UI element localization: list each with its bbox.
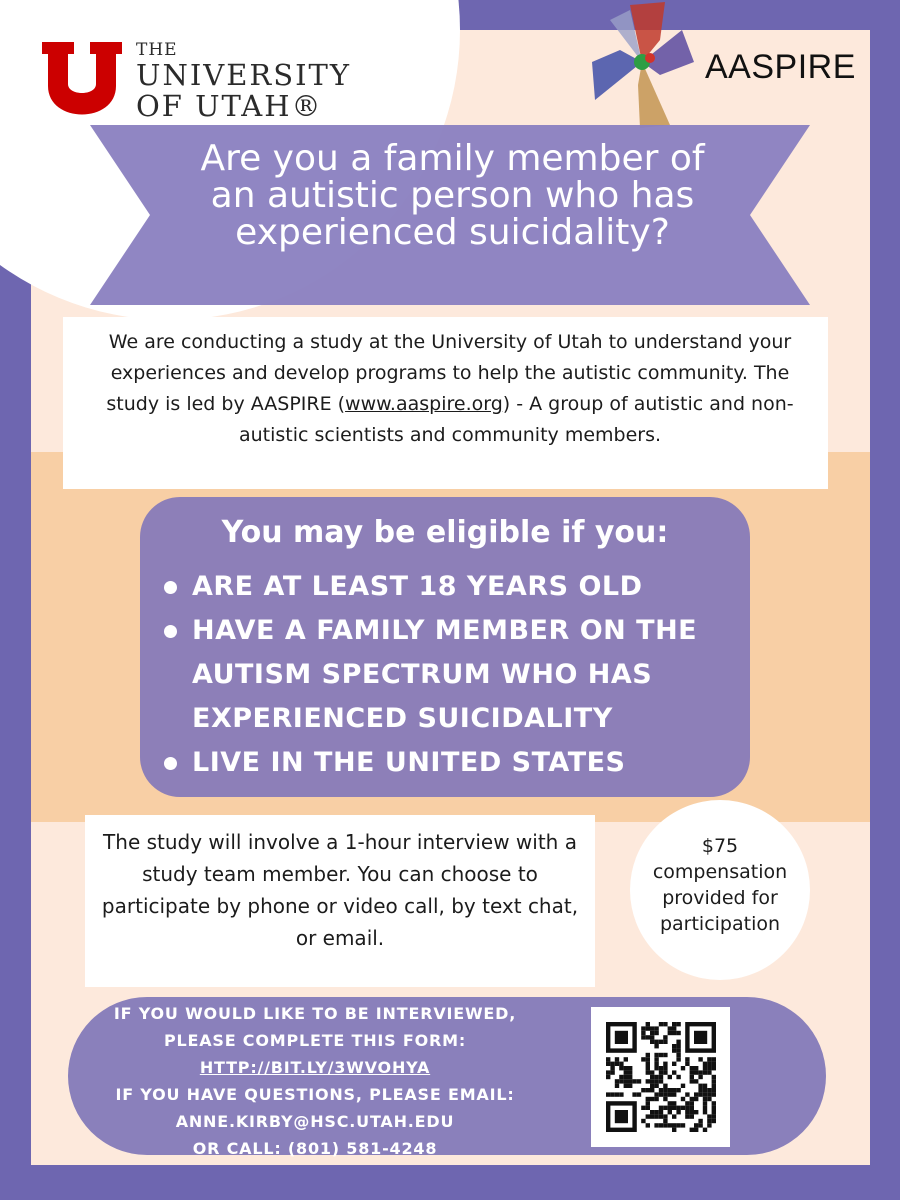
cta-line-phone[interactable]: OR CALL: (801) 581-4248 bbox=[192, 1139, 438, 1158]
bullet-icon bbox=[164, 757, 177, 770]
eligibility-item: ARE AT LEAST 18 YEARS OLD bbox=[160, 565, 745, 609]
university-of-utah-u-icon bbox=[40, 40, 124, 120]
aaspire-logo bbox=[590, 0, 870, 130]
eligibility-title: You may be eligible if you: bbox=[221, 515, 669, 550]
form-link[interactable]: HTTP://BIT.LY/3WVOHYA bbox=[199, 1058, 431, 1077]
eligibility-list bbox=[160, 565, 745, 785]
headline-question: Are you a family member of an autistic person who has experienced suicidality? bbox=[200, 138, 705, 253]
cta-line-email[interactable]: IF YOU HAVE QUESTIONS, PLEASE EMAIL: ANNE.KIRBY@HSC.UTAH.EDU bbox=[115, 1085, 515, 1131]
compensation-description: compensation provided for participation bbox=[652, 861, 788, 935]
uofu-line-of-utah: OF UTAH® bbox=[136, 89, 323, 123]
study-description: The study will involve a 1-hour interview with a study team member. You can choose to participate by phone or video call, by text chat, or email. bbox=[101, 830, 579, 950]
university-of-utah-logo bbox=[40, 40, 352, 123]
intro-paragraph bbox=[95, 327, 805, 451]
eligibility-item: LIVE IN THE UNITED STATES bbox=[160, 741, 745, 785]
intro-text-after: ) - A group of autistic and non-autistic scientists and community members. bbox=[238, 393, 794, 446]
bullet-icon bbox=[164, 625, 177, 638]
contact-text bbox=[95, 1000, 535, 1162]
aaspire-website-link[interactable]: www.aaspire.org bbox=[345, 393, 503, 415]
compensation-amount: $75 bbox=[701, 835, 739, 857]
cta-line-form: IF YOU WOULD LIKE TO BE INTERVIEWED, PLEASE COMPLETE THIS FORM: HTTP://BIT.LY/3WVOHYA bbox=[113, 1004, 517, 1077]
intro-text-before: We are conducting a study at the University of Utah to understand your experiences and develop programs to help the autistic community. The study is led by AASPIRE ( bbox=[106, 331, 792, 415]
bullet-icon bbox=[164, 581, 177, 594]
eligibility-item: HAVE A FAMILY MEMBER ON THE AUTISM SPECTRUM WHO HAS EXPERIENCED SUICIDALITY bbox=[160, 609, 745, 741]
university-of-utah-wordmark bbox=[136, 42, 351, 121]
compensation-text bbox=[630, 833, 810, 937]
aaspire-pinwheel-icon bbox=[590, 0, 695, 130]
uofu-line-university: UNIVERSITY bbox=[136, 58, 352, 92]
qr-code-icon[interactable] bbox=[606, 1022, 716, 1132]
aaspire-wordmark: AASPIRE bbox=[705, 48, 856, 86]
uofu-line-the: THE bbox=[136, 40, 178, 60]
